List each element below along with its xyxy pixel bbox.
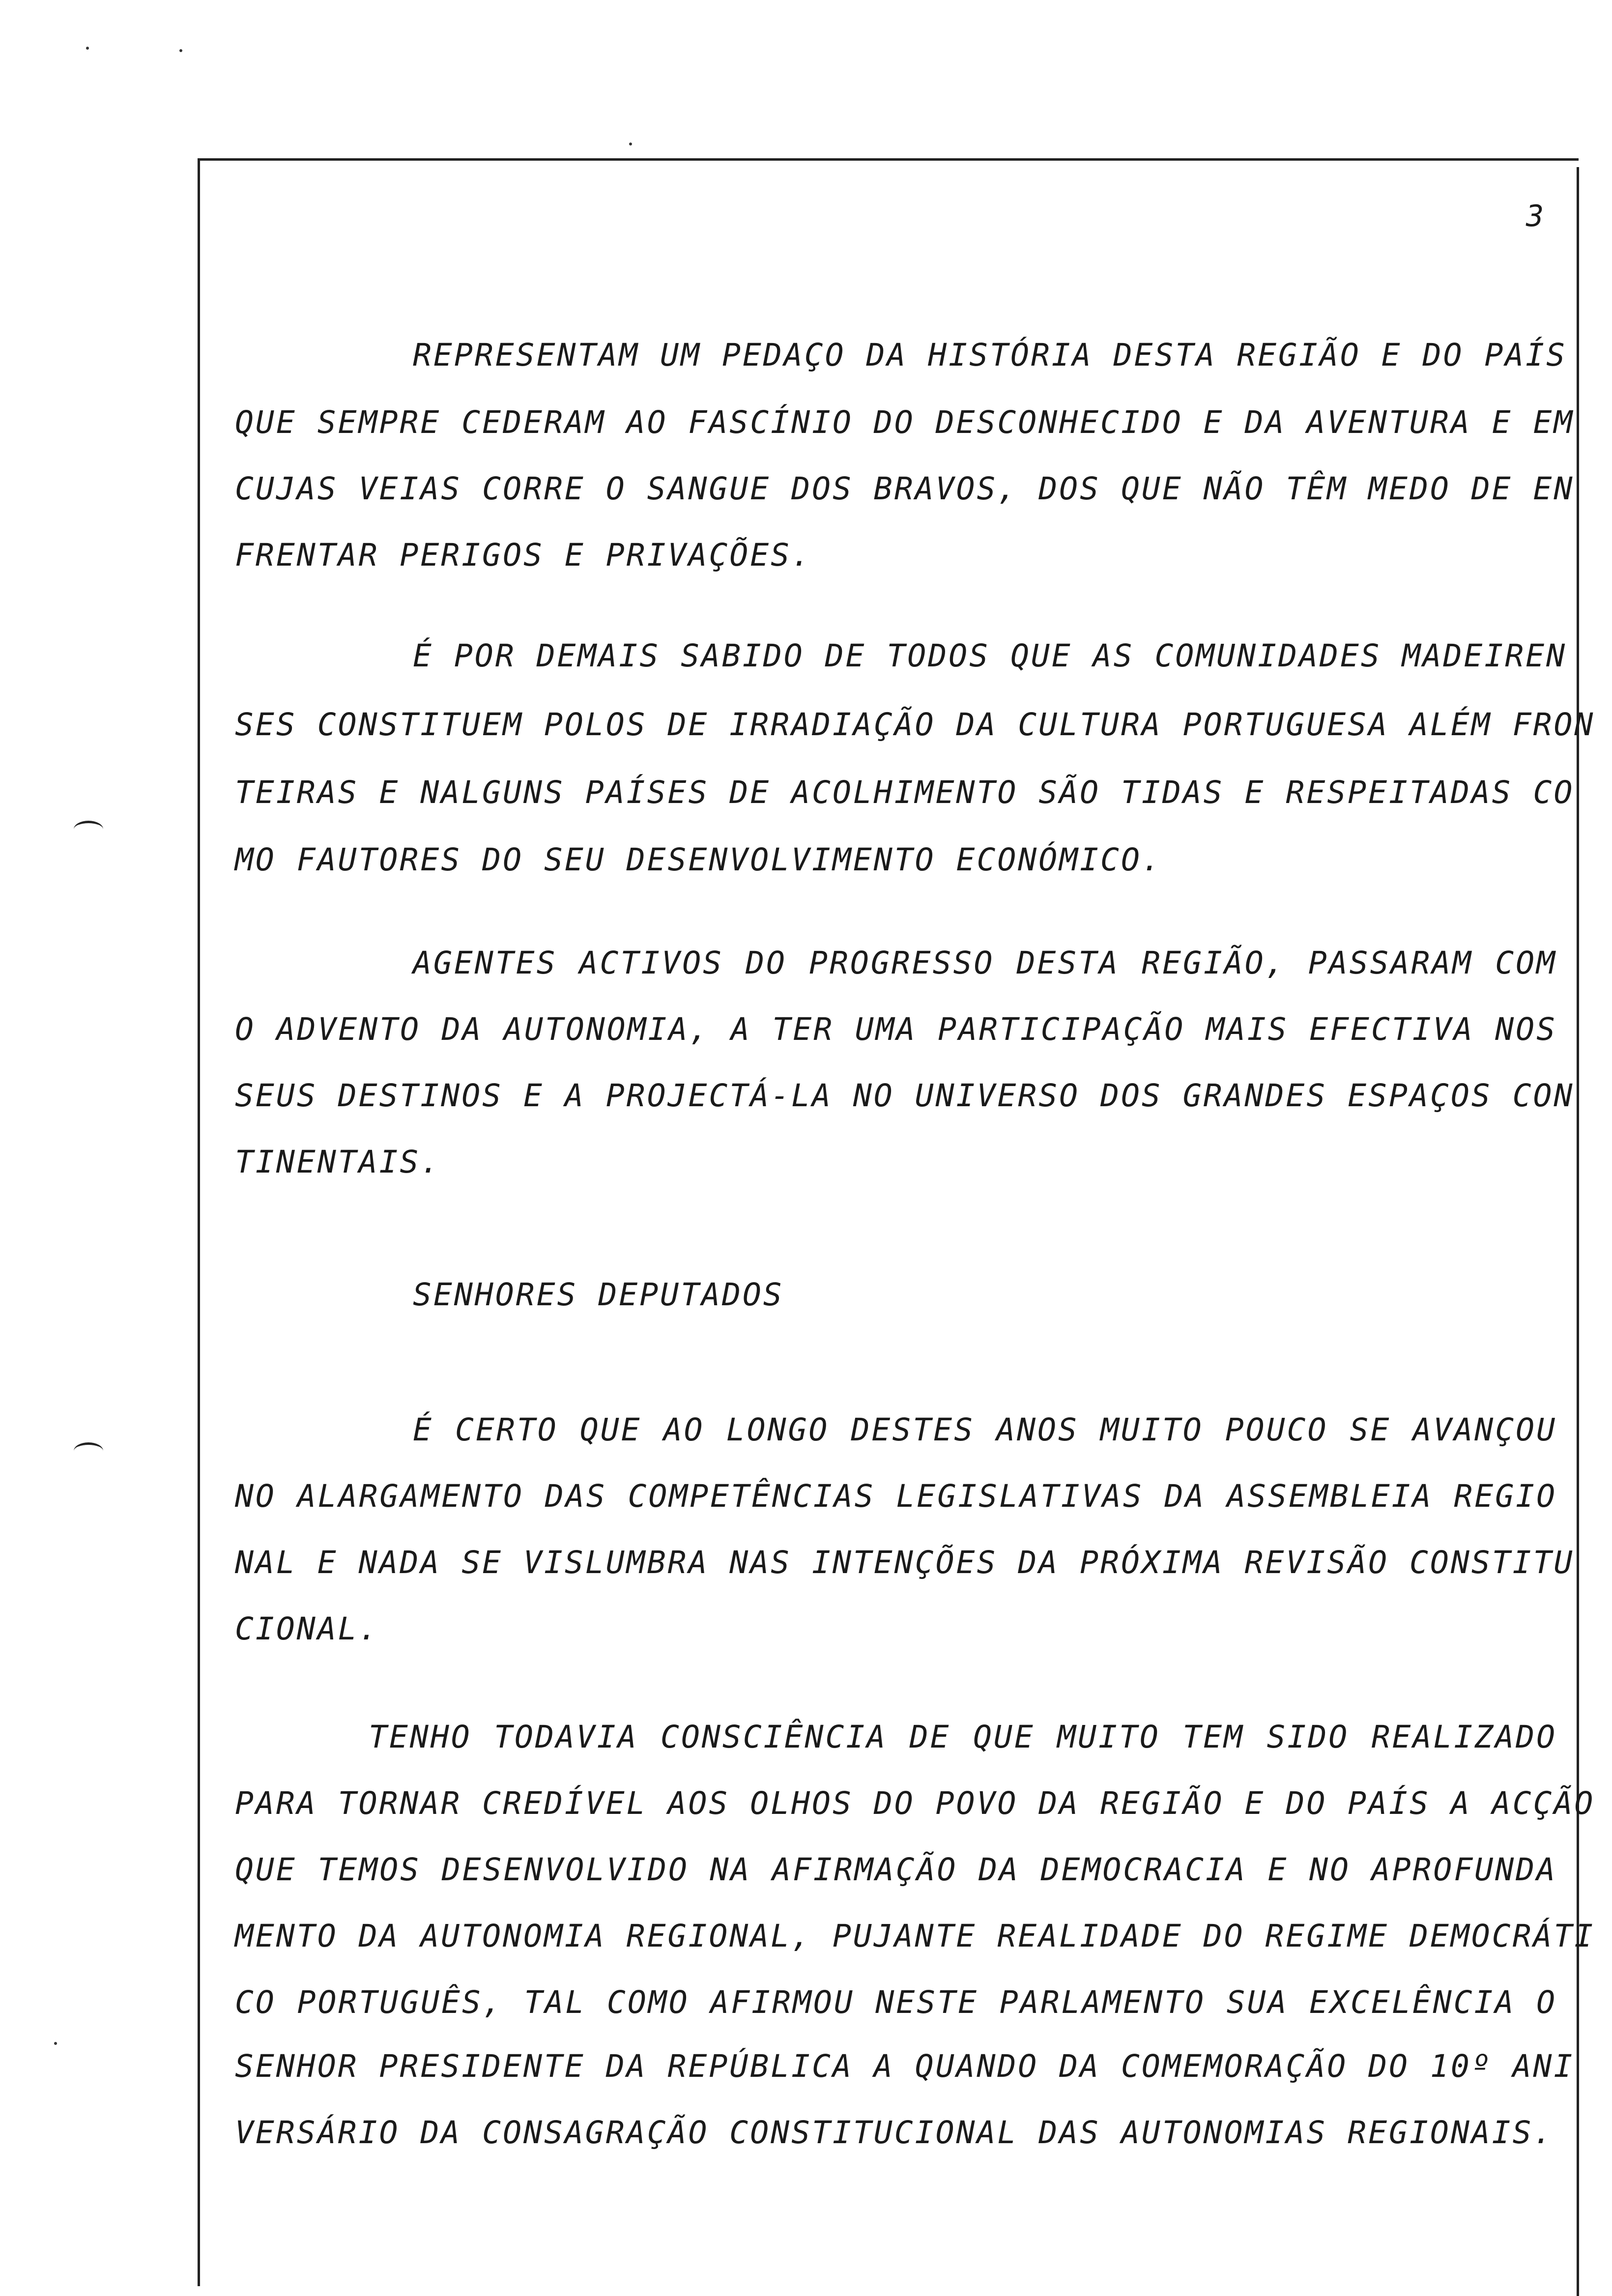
text-line: MO FAUTORES DO SEU DESENVOLVIMENTO ECONÓMICO. — [235, 842, 1162, 878]
text-line: VERSÁRIO DA CONSAGRAÇÃO CONSTITUCIONAL DAS AUTONOMIAS REGIONAIS. — [235, 2115, 1554, 2151]
page-number: 3 — [1526, 199, 1544, 233]
text-line: TENHO TODAVIA CONSCIÊNCIA DE QUE MUITO TEM SIDO REALIZADO — [369, 1719, 1557, 1755]
text-line: TEIRAS E NALGUNS PAÍSES DE ACOLHIMENTO SÃO TIDAS E RESPEITADAS CO — [235, 775, 1575, 810]
frame-right-border — [1577, 167, 1579, 2296]
frame-left-border — [198, 158, 200, 2286]
text-line: SENHOR PRESIDENTE DA REPÚBLICA A QUANDO DA COMEMORAÇÃO DO 10º ANI — [235, 2048, 1575, 2084]
text-line: FRENTAR PERIGOS E PRIVAÇÕES. — [235, 537, 812, 573]
scan-speck — [629, 143, 632, 145]
margin-mark — [74, 821, 103, 838]
margin-mark — [74, 1442, 103, 1460]
text-line: SES CONSTITUEM POLOS DE IRRADIAÇÃO DA CULTURA PORTUGUESA ALÉM FRON — [235, 707, 1595, 743]
text-line: É POR DEMAIS SABIDO DE TODOS QUE AS COMUNIDADES MADEIREN — [413, 638, 1567, 674]
scan-speck — [86, 47, 89, 50]
text-line: TINENTAIS. — [235, 1144, 441, 1180]
text-line: QUE TEMOS DESENVOLVIDO NA AFIRMAÇÃO DA DEMOCRACIA E NO APROFUNDA — [235, 1852, 1557, 1888]
text-line: REPRESENTAM UM PEDAÇO DA HISTÓRIA DESTA REGIÃO E DO PAÍS — [413, 337, 1567, 373]
scan-speck — [54, 2042, 57, 2045]
text-line: CIONAL. — [235, 1611, 379, 1647]
text-line: NAL E NADA SE VISLUMBRA NAS INTENÇÕES DA PRÓXIMA REVISÃO CONSTITU — [235, 1545, 1575, 1580]
text-line: QUE SEMPRE CEDERAM AO FASCÍNIO DO DESCONHECIDO E DA AVENTURA E EM — [235, 404, 1575, 440]
text-line: AGENTES ACTIVOS DO PROGRESSO DESTA REGIÃO, PASSARAM COM — [413, 945, 1557, 981]
scan-speck — [179, 49, 182, 52]
text-line: SEUS DESTINOS E A PROJECTÁ-LA NO UNIVERSO DOS GRANDES ESPAÇOS CON — [235, 1078, 1575, 1114]
section-heading: SENHORES DEPUTADOS — [413, 1277, 784, 1313]
text-line: MENTO DA AUTONOMIA REGIONAL, PUJANTE REALIDADE DO REGIME DEMOCRÁTI — [235, 1918, 1595, 1954]
text-line: PARA TORNAR CREDÍVEL AOS OLHOS DO POVO DA REGIÃO E DO PAÍS A ACÇÃO — [235, 1785, 1595, 1821]
frame-top-border — [198, 158, 1579, 161]
text-line: NO ALARGAMENTO DAS COMPETÊNCIAS LEGISLATIVAS DA ASSEMBLEIA REGIO — [235, 1478, 1557, 1514]
text-line: O ADVENTO DA AUTONOMIA, A TER UMA PARTICIPAÇÃO MAIS EFECTIVA NOS — [235, 1011, 1557, 1047]
text-line: CUJAS VEIAS CORRE O SANGUE DOS BRAVOS, DOS QUE NÃO TÊM MEDO DE EN — [235, 471, 1575, 507]
text-line: CO PORTUGUÊS, TAL COMO AFIRMOU NESTE PARLAMENTO SUA EXCELÊNCIA O — [235, 1984, 1557, 2020]
text-line: É CERTO QUE AO LONGO DESTES ANOS MUITO POUCO SE AVANÇOU — [413, 1412, 1557, 1448]
